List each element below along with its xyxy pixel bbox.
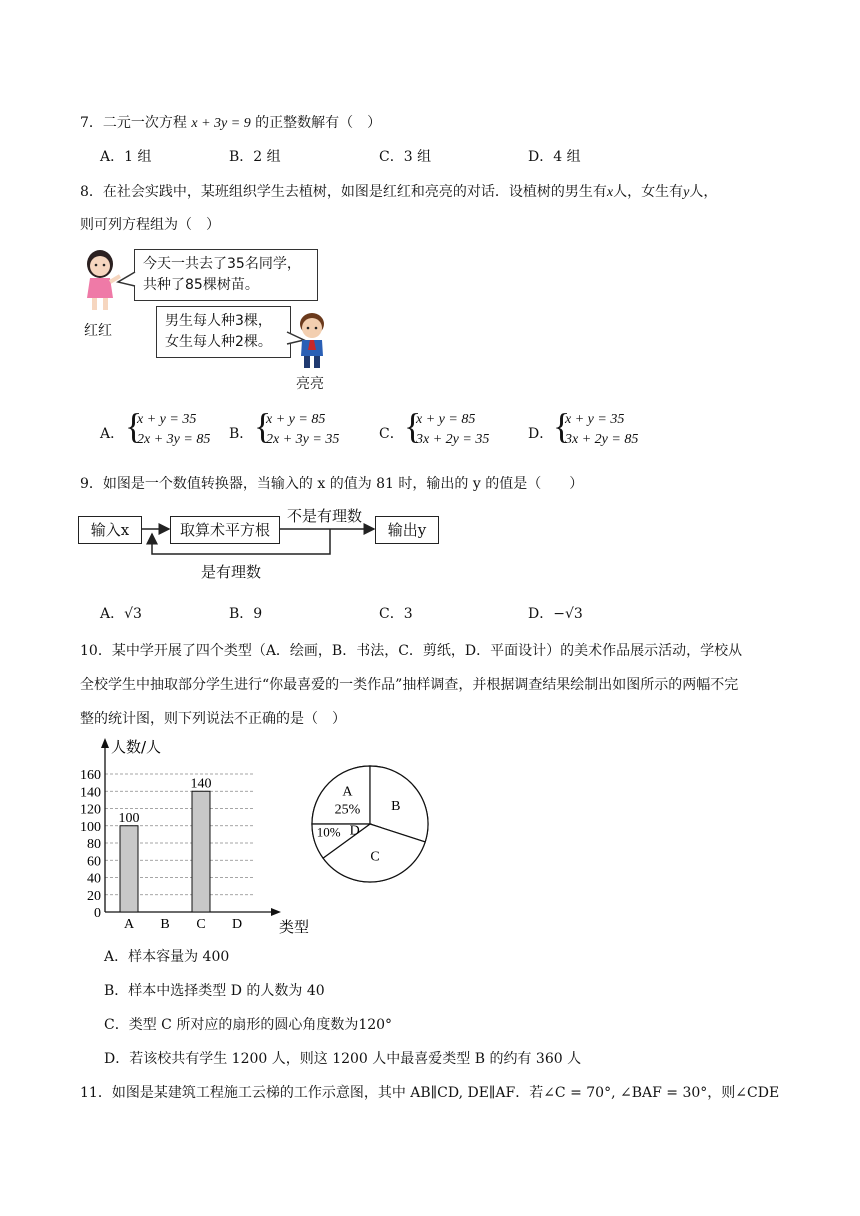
bar-data-label: 140 <box>190 776 212 792</box>
q9-option-b[interactable]: B．9 <box>229 606 263 622</box>
brace-b: { <box>254 406 272 446</box>
bar-C <box>192 791 210 912</box>
x-axis-arrow <box>271 908 281 916</box>
y-tick-label: 40 <box>87 871 101 887</box>
brace-a: { <box>125 406 143 446</box>
q8-stem-line2: 则可列方程组为（ ） <box>80 217 220 233</box>
y-tick-label: 100 <box>80 819 101 835</box>
q9-option-a[interactable]: A．√3 <box>100 606 142 622</box>
y-tick-label: 160 <box>80 768 101 783</box>
q8-option-a-eq2: 2x + 3y = 85 <box>137 432 211 447</box>
q10-option-d[interactable]: D．若该校共有学生 1200 人，则这 1200 人中最喜爱类型 B 的约有 360 人 <box>104 1051 582 1067</box>
q9-option-d[interactable]: D．−√3 <box>528 606 583 622</box>
q11-stem: 11．如图是某建筑工程施工云梯的工作示意图，其中 AB∥CD, DE∥AF．若∠C = 70°, ∠BAF = 30°，则∠CDE <box>80 1085 780 1101</box>
brace-d: { <box>553 406 571 446</box>
y-tick-label: 120 <box>80 802 101 818</box>
q8-option-b-eq2: 2x + 3y = 35 <box>266 432 340 447</box>
boy-illustration <box>292 310 338 370</box>
x-tick-label: A <box>123 917 135 932</box>
pie-label-A: A <box>342 784 353 800</box>
pie-chart <box>304 758 436 890</box>
bar-chart <box>70 732 310 938</box>
q9-stem: 9．如图是一个数值转换器，当输入的 x 的值为 81 时，输出的 y 的值是（ ） <box>80 476 584 492</box>
q8-line1-b: 人，女生有 <box>613 184 684 200</box>
q7-stem-suffix: 的正整数解有（ ） <box>255 115 382 131</box>
flow-input-box: 输入x <box>78 516 142 544</box>
brace-c: { <box>404 406 422 446</box>
q8-option-b-eq1: x + y = 85 <box>266 412 326 427</box>
y-axis-title: 人数/人 <box>111 738 162 756</box>
q7-stem <box>80 112 381 132</box>
bar-A <box>120 826 138 912</box>
y-tick-label: 0 <box>94 906 101 921</box>
boy-speech-bubble <box>156 306 291 358</box>
boy-name: 亮亮 <box>296 376 324 392</box>
q8-var-x: x <box>606 185 614 200</box>
q10-option-c[interactable]: C．类型 C 所对应的扇形的圆心角度数为120° <box>104 1017 393 1033</box>
q7-option-a[interactable]: A．1 组 <box>100 149 152 165</box>
bar-data-label: 100 <box>118 810 140 826</box>
bubble1-line2: 共种了85棵树苗。 <box>143 277 259 293</box>
q10-option-a[interactable]: A．样本容量为 400 <box>104 949 230 965</box>
pie-label-B: B <box>391 799 401 815</box>
q7-option-d[interactable]: D．4 组 <box>528 149 581 165</box>
pie-label-C: C <box>370 849 380 865</box>
q8-option-c-eq1: x + y = 85 <box>416 412 476 427</box>
q8-option-d-eq1: x + y = 35 <box>565 412 625 427</box>
x-tick-label: B <box>160 917 170 932</box>
q8-option-d-eq2: 3x + 2y = 85 <box>565 432 639 447</box>
y-tick-label: 80 <box>87 837 101 852</box>
y-tick-label: 140 <box>80 785 101 801</box>
y-axis-arrow <box>101 738 109 748</box>
pie-percent-D: 10% <box>316 824 341 840</box>
q8-option-c-eq2: 3x + 2y = 35 <box>416 432 490 447</box>
flow-label-not-rational: 不是有理数 <box>287 507 363 525</box>
pie-percent-A: 25% <box>334 802 361 818</box>
x-tick-label: D <box>231 917 243 932</box>
flow-process-box: 取算术平方根 <box>170 516 280 544</box>
q8-option-d-label: D． <box>528 426 554 442</box>
flow-label-rational: 是有理数 <box>201 563 262 581</box>
q7-equation: x + 3y = 9 <box>191 116 251 131</box>
girl-speech-bubble <box>134 249 318 301</box>
x-axis-title: 类型 <box>279 918 310 936</box>
y-tick-label: 20 <box>87 888 101 904</box>
q8-var-y: y <box>683 185 690 200</box>
q9-option-c[interactable]: C．3 <box>379 606 413 622</box>
q10-stem-line2: 全校学生中抽取部分学生进行“你最喜爱的一类作品”抽样调查，并根据调查结果绘制出如图所示的两幅不完 <box>80 677 739 693</box>
q8-option-a-label: A． <box>100 426 125 442</box>
girl-name: 红红 <box>84 323 112 339</box>
q8-option-a-eq1: x + y = 35 <box>137 412 197 427</box>
bubble1-line1: 今天一共去了35名同学， <box>143 256 301 272</box>
bubble2-line2: 女生每人种2棵。 <box>165 334 272 350</box>
bubble2-line1: 男生每人种3棵， <box>165 313 272 329</box>
q10-option-b[interactable]: B．样本中选择类型 D 的人数为 40 <box>104 983 325 999</box>
q8-line1-a: 8．在社会实践中，某班组织学生去植树，如图是红红和亮亮的对话．设植树的男生有 <box>80 184 607 200</box>
q8-stem-line1 <box>80 181 717 201</box>
bubble1-tail <box>116 270 136 290</box>
q8-option-c-label: C． <box>379 426 404 442</box>
pie-label-D: D <box>349 823 360 839</box>
q10-stem-line1: 10．某中学开展了四个类型（A．绘画，B．书法，C．剪纸，D．平面设计）的美术作品展示活动，学校从 <box>80 643 743 659</box>
q7-option-c[interactable]: C．3 组 <box>379 149 432 165</box>
q7-option-b[interactable]: B．2 组 <box>229 149 281 165</box>
q8-line1-c: 人， <box>689 184 718 200</box>
q7-stem-prefix: 7．二元一次方程 <box>80 115 187 131</box>
q8-option-b-label: B． <box>229 426 254 442</box>
q10-stem-line3: 整的统计图，则下列说法不正确的是（ ） <box>80 711 346 727</box>
flow-output-box: 输出y <box>375 516 439 544</box>
x-tick-label: C <box>196 917 206 932</box>
y-tick-label: 60 <box>87 854 101 870</box>
